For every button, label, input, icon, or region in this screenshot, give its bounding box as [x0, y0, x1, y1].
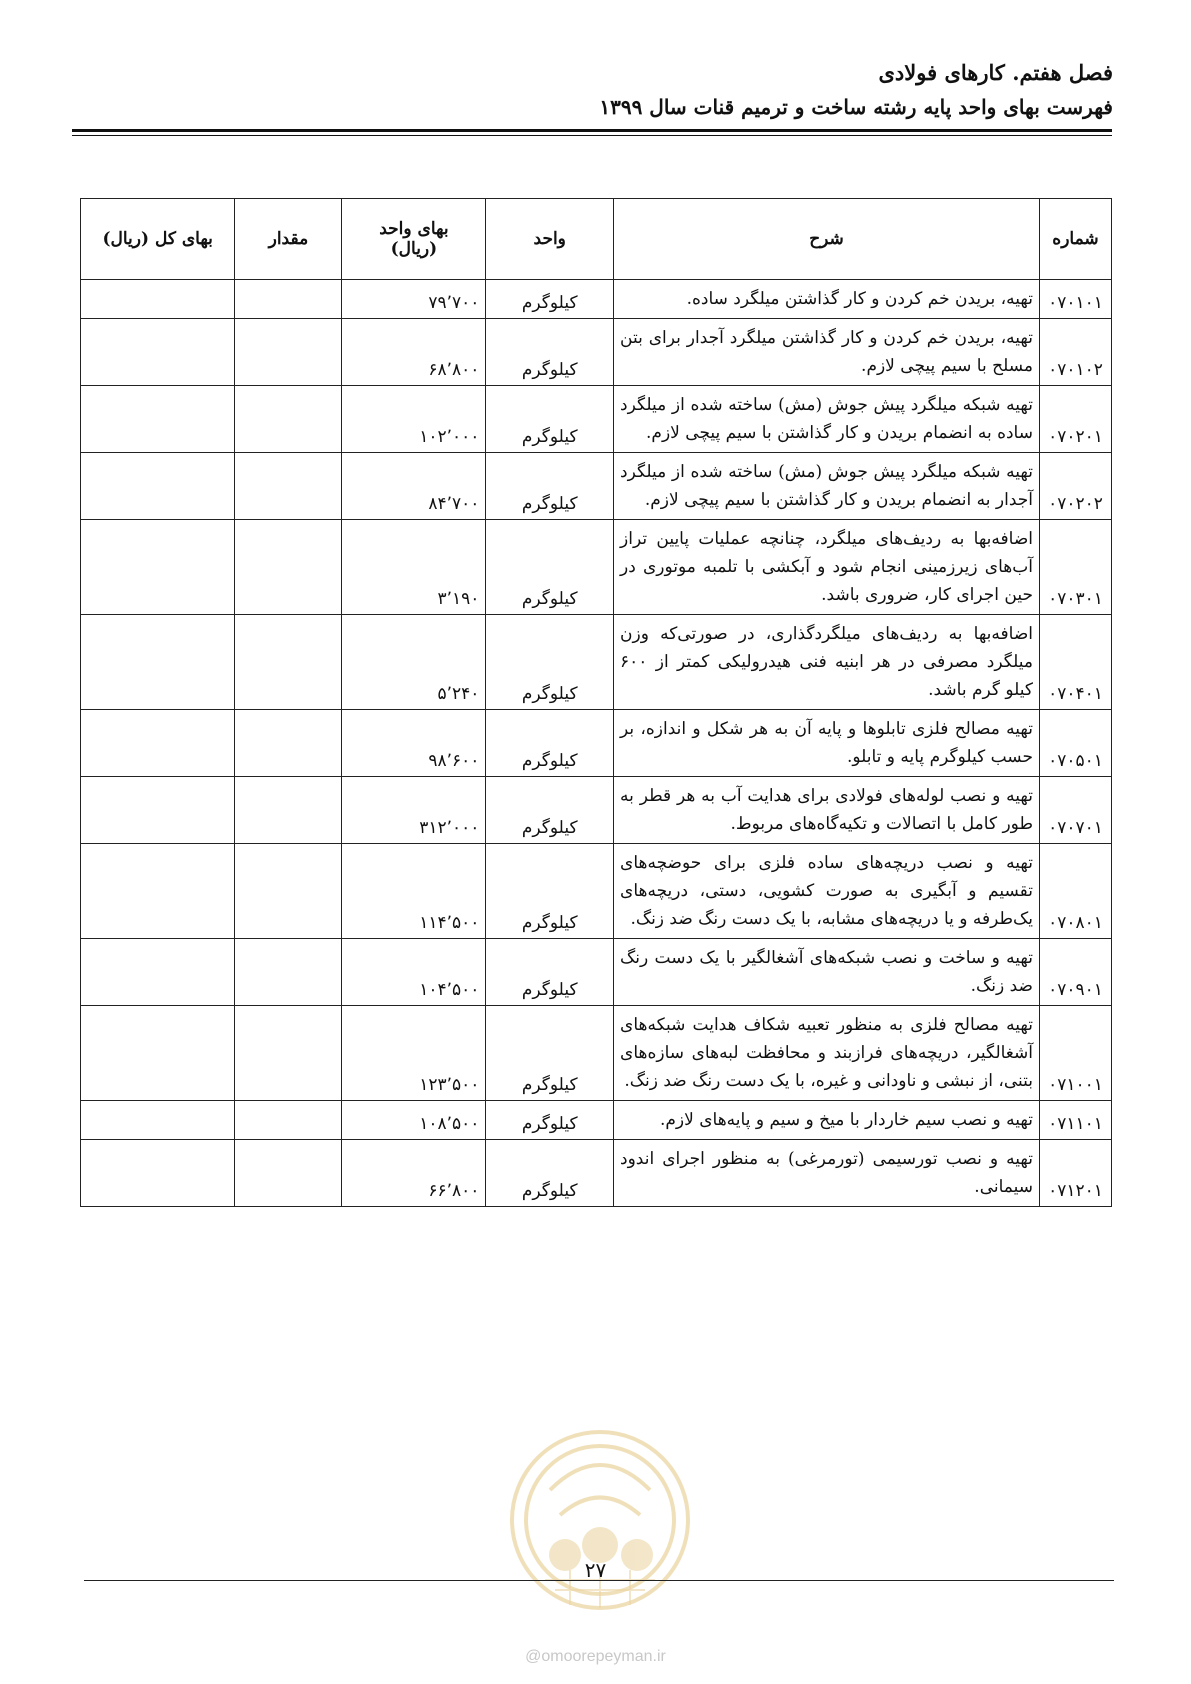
row-code: ۰۷۰۲۰۱: [1039, 386, 1111, 453]
row-code: ۰۷۱۰۰۱: [1039, 1006, 1111, 1101]
row-unit-price: ۱۲۳٬۵۰۰: [342, 1006, 486, 1101]
row-unit-price: ۳۱۲٬۰۰۰: [342, 777, 486, 844]
row-code: ۰۷۱۲۰۱: [1039, 1140, 1111, 1207]
row-unit: کیلوگرم: [486, 1006, 614, 1101]
col-header-unit-price-line1: بهای واحد: [379, 219, 449, 239]
row-unit: کیلوگرم: [486, 615, 614, 710]
col-header-code: شماره: [1039, 199, 1111, 280]
row-quantity: [235, 1101, 342, 1140]
page-header: [73, 58, 1113, 122]
row-unit: کیلوگرم: [486, 844, 614, 939]
row-code: ۰۷۰۴۰۱: [1039, 615, 1111, 710]
row-unit-price: ۳٬۱۹۰: [342, 520, 486, 615]
table-row: [81, 520, 1112, 615]
row-description: تهیه و نصب لوله‌های فولادی برای هدایت آب به هر قطر به طور کامل با اتصالات و تکیه‌گاه‌های مربوط.: [614, 777, 1040, 844]
row-code: ۰۷۱۱۰۱: [1039, 1101, 1111, 1140]
row-code: ۰۷۰۳۰۱: [1039, 520, 1111, 615]
row-total: [81, 844, 235, 939]
table-row: [81, 1140, 1112, 1207]
row-unit-price: ۶۶٬۸۰۰: [342, 1140, 486, 1207]
row-description: اضافه‌بها به ردیف‌های میلگردگذاری، در صورتی‌که وزن میلگرد مصرفی در هر ابنیه فنی هیدرولیکی کمتر از ۶۰۰ کیلو گرم باشد.: [614, 615, 1040, 710]
row-unit: کیلوگرم: [486, 386, 614, 453]
row-quantity: [235, 710, 342, 777]
chapter-title: فصل هفتم. کارهای فولادی: [878, 60, 1113, 85]
row-quantity: [235, 615, 342, 710]
row-description: تهیه و ساخت و نصب شبکه‌های آشغالگیر با یک دست رنگ ضد زنگ.: [614, 939, 1040, 1006]
row-description: تهیه، بریدن خم کردن و کار گذاشتن میلگرد آجدار برای بتن مسلح با سیم پیچی لازم.: [614, 319, 1040, 386]
row-unit: کیلوگرم: [486, 280, 614, 319]
footer-rule: [84, 1580, 1114, 1581]
price-list-table: [80, 198, 1112, 1207]
table-header-row: [81, 199, 1112, 280]
row-code: ۰۷۰۱۰۲: [1039, 319, 1111, 386]
row-quantity: [235, 319, 342, 386]
col-header-quantity: مقدار: [235, 199, 342, 280]
col-header-description: شرح: [614, 199, 1040, 280]
table-row: [81, 280, 1112, 319]
row-unit: کیلوگرم: [486, 777, 614, 844]
row-unit-price: ۶۸٬۸۰۰: [342, 319, 486, 386]
row-description: تهیه و نصب سیم خاردار با میخ و سیم و پایه‌های لازم.: [614, 1101, 1040, 1140]
row-total: [81, 280, 235, 319]
row-quantity: [235, 386, 342, 453]
row-unit-price: ۹۸٬۶۰۰: [342, 710, 486, 777]
header-rule-thin: [72, 135, 1112, 136]
row-unit: کیلوگرم: [486, 1140, 614, 1207]
row-unit-price: ۱۰۲٬۰۰۰: [342, 386, 486, 453]
row-quantity: [235, 520, 342, 615]
table-row: [81, 710, 1112, 777]
row-code: ۰۷۰۵۰۱: [1039, 710, 1111, 777]
website-watermark: @omoorepeyman.ir: [525, 1648, 666, 1665]
row-quantity: [235, 1140, 342, 1207]
col-header-unit: واحد: [486, 199, 614, 280]
row-total: [81, 520, 235, 615]
row-unit: کیلوگرم: [486, 520, 614, 615]
table-row: [81, 386, 1112, 453]
row-description: تهیه مصالح فلزی به منظور تعبیه شکاف هدایت شبکه‌های آشغالگیر، دریچه‌های فرازبند و محافظت لبه‌های سازه‌های بتنی، از نبشی و ناودانی و غیره، با یک دست رنگ ضد زنگ.: [614, 1006, 1040, 1101]
header-rule-thick: [72, 129, 1112, 132]
row-code: ۰۷۰۱۰۱: [1039, 280, 1111, 319]
row-code: ۰۷۰۸۰۱: [1039, 844, 1111, 939]
row-unit-price: ۸۴٬۷۰۰: [342, 453, 486, 520]
row-quantity: [235, 844, 342, 939]
col-header-unit-price-line2: (ریال): [390, 239, 438, 259]
table-row: [81, 615, 1112, 710]
table-row: [81, 939, 1112, 1006]
table-row: [81, 777, 1112, 844]
row-total: [81, 710, 235, 777]
row-quantity: [235, 280, 342, 319]
row-unit: کیلوگرم: [486, 319, 614, 386]
row-unit-price: ۵٬۲۴۰: [342, 615, 486, 710]
row-total: [81, 1140, 235, 1207]
row-unit: کیلوگرم: [486, 1101, 614, 1140]
row-unit-price: ۱۱۴٬۵۰۰: [342, 844, 486, 939]
col-header-unit-price: [342, 199, 486, 280]
row-unit: کیلوگرم: [486, 453, 614, 520]
row-code: ۰۷۰۹۰۱: [1039, 939, 1111, 1006]
row-total: [81, 615, 235, 710]
row-unit-price: ۱۰۴٬۵۰۰: [342, 939, 486, 1006]
row-total: [81, 777, 235, 844]
table-row: [81, 844, 1112, 939]
omoore-peyman-seal-icon: [500, 1420, 700, 1620]
document-subtitle: فهرست بهای واحد پایه رشته ساخت و ترمیم قنات سال ۱۳۹۹: [599, 95, 1113, 119]
table-row: [81, 1101, 1112, 1140]
row-description: تهیه و نصب تورسیمی (تورمرغی) به منظور اجرای اندود سیمانی.: [614, 1140, 1040, 1207]
row-quantity: [235, 453, 342, 520]
row-code: ۰۷۰۲۰۲: [1039, 453, 1111, 520]
row-description: تهیه مصالح فلزی تابلوها و پایه آن به هر شکل و اندازه، بر حسب کیلوگرم پایه و تابلو.: [614, 710, 1040, 777]
row-total: [81, 319, 235, 386]
row-total: [81, 939, 235, 1006]
col-header-total: بهای کل (ریال): [81, 199, 235, 280]
row-description: تهیه شبکه میلگرد پیش جوش (مش) ساخته شده از میلگرد آجدار به انضمام بریدن و کار گذاشتن با سیم پیچی لازم.: [614, 453, 1040, 520]
row-quantity: [235, 777, 342, 844]
row-total: [81, 453, 235, 520]
row-description: تهیه شبکه میلگرد پیش جوش (مش) ساخته شده از میلگرد ساده به انضمام بریدن و کار گذاشتن با سیم پیچی لازم.: [614, 386, 1040, 453]
row-description: اضافه‌بها به ردیف‌های میلگرد، چنانچه عملیات پایین تراز آب‌های زیرزمینی انجام شود و آبکشی با تلمبه موتوری در حین اجرای کار، ضروری باشد.: [614, 520, 1040, 615]
row-unit-price: ۷۹٬۷۰۰: [342, 280, 486, 319]
row-total: [81, 1006, 235, 1101]
row-unit-price: ۱۰۸٬۵۰۰: [342, 1101, 486, 1140]
page-number: ۲۷: [584, 1558, 607, 1582]
table-row: [81, 453, 1112, 520]
row-description: تهیه و نصب دریچه‌های ساده فلزی برای حوضچه‌های تقسیم و آبگیری به صورت کشویی، دستی، دریچه‌های یک‌طرفه و یا دریچه‌های مشابه، با یک دست رنگ ضد زنگ.: [614, 844, 1040, 939]
table-row: [81, 319, 1112, 386]
row-unit: کیلوگرم: [486, 710, 614, 777]
row-unit: کیلوگرم: [486, 939, 614, 1006]
row-total: [81, 386, 235, 453]
table-row: [81, 1006, 1112, 1101]
row-quantity: [235, 1006, 342, 1101]
row-description: تهیه، بریدن خم کردن و کار گذاشتن میلگرد ساده.: [614, 280, 1040, 319]
row-quantity: [235, 939, 342, 1006]
row-code: ۰۷۰۷۰۱: [1039, 777, 1111, 844]
row-total: [81, 1101, 235, 1140]
